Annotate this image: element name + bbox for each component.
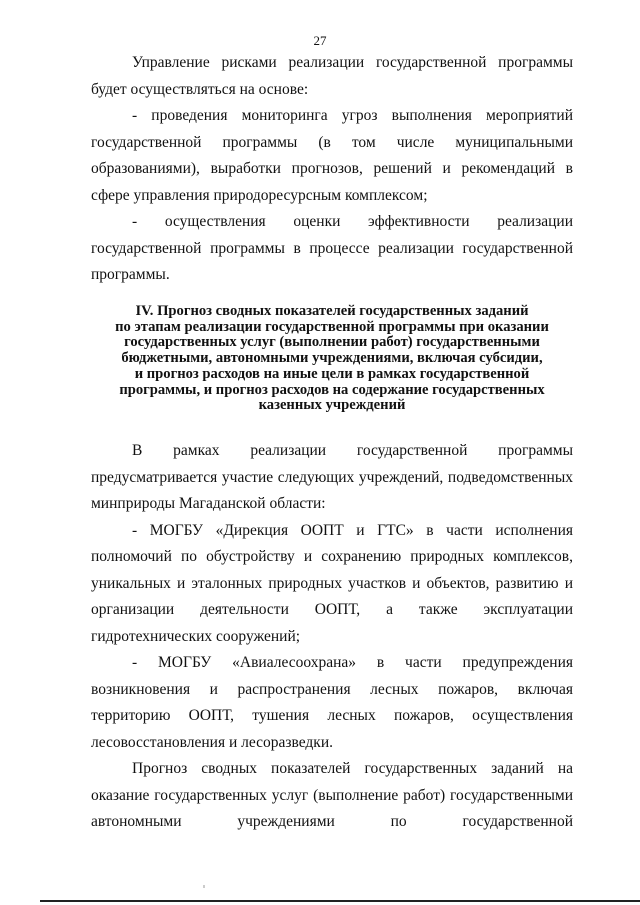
paragraph: В рамках реализации государственной программы предусматривается участие следующих учреждений, подведомственных минприроды Магаданской области: [91,442,573,512]
list-item: - МОГБУ «Дирекция ООПТ и ГТС» в части исполнения полномочий по обустройству и сохранению природных комплексов, уникальных и эталонных природных участков и объектов, развитию и организации деятельности ООПТ, а также эксплуатации гидротехнических сооружений; [91,521,573,645]
paragraph: Управление рисками реализации государственной программы будет осуществляться на основе: [91,54,573,98]
heading-line: казенных учреждений [258,397,406,414]
heading-line: бюджетными, автономными учреждениями, включая субсидии, [121,350,543,367]
list-item: - МОГБУ «Авиалесоохрана» в части предупреждения возникновения и распространения лесных пожаров, включая территорию ООПТ, тушения лесных пожаров, осуществления лесовосстановления и лесоразведки. [91,654,573,751]
heading-line: программы, и прогноз расходов на содержание государственных [119,381,545,398]
heading-line: государственных услуг (выполнении работ) государственными [124,334,540,351]
list-item: - проведения мониторинга угроз выполнения мероприятий государственной программы (в том числе муниципальными образованиями), выработки прогнозов, решений и рекомендаций в сфере управления природоресурсным комплексом; [91,107,573,204]
page-number: 27 [313,33,327,48]
paragraph: Прогноз сводных показателей государственных заданий на оказание государственных услуг (выполнение работ) государственными автономными учреждениями по государственной [91,760,573,830]
heading-line: IV. Прогноз сводных показателей государственных заданий [135,303,529,319]
scan-artifact [203,885,205,888]
risk-management-section [91,50,573,289]
institutions-section [91,438,573,836]
page-bottom-rule [40,900,640,902]
section-heading [91,304,573,414]
list-item: - осуществления оценки эффективности реализации государственной программы в процессе реализации государственной программы. [91,213,573,283]
heading-line: по этапам реализации государственной программы при оказании [115,318,549,335]
heading-line: и прогноз расходов на иные цели в рамках государственной [134,365,530,382]
